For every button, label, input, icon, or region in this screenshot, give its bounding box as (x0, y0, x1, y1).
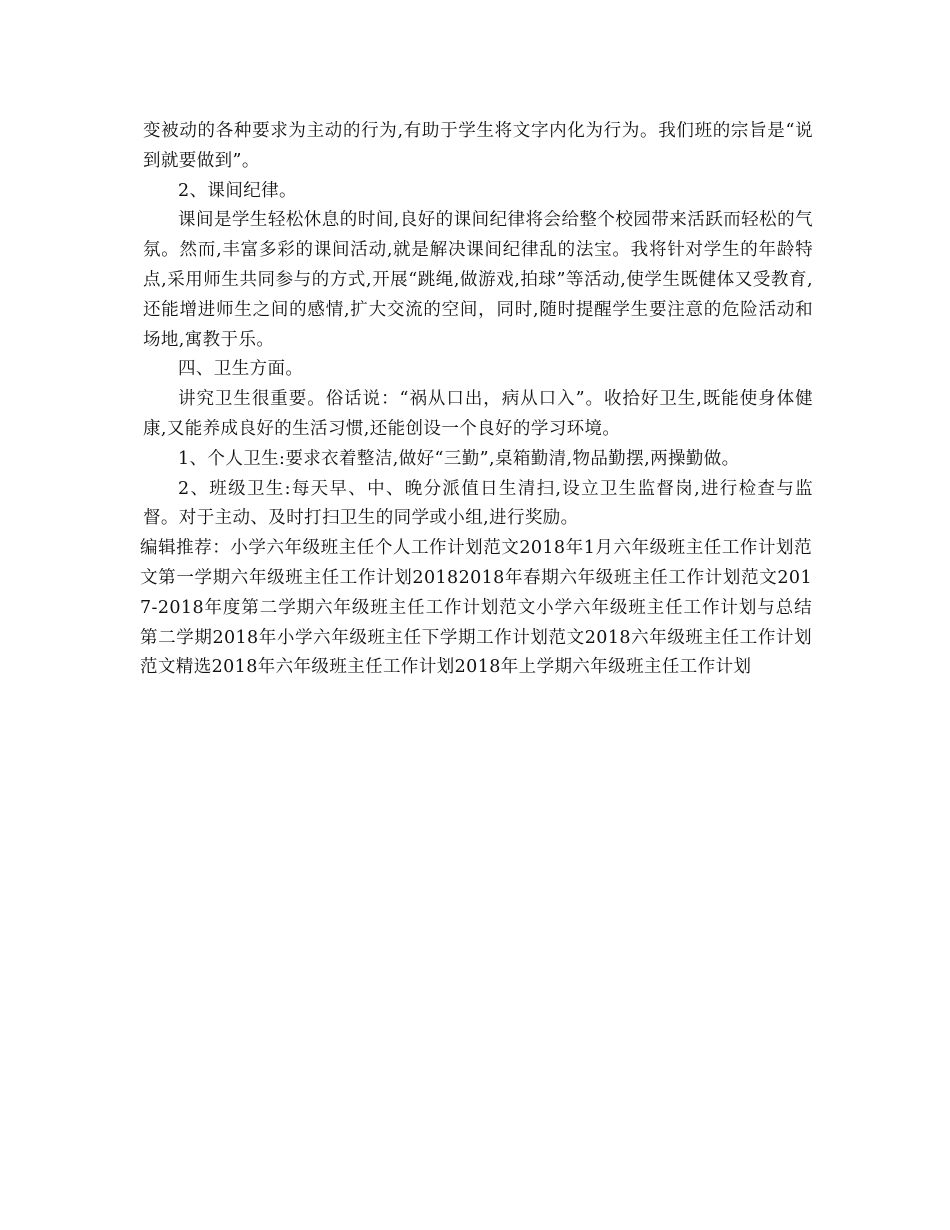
editor-recommendation: 编辑推荐：小学六年级班主任个人工作计划范文2018年1月六年级班主任工作计划范文第一学期六年级班主任工作计划20182018年春期六年级班主任工作计划范文2017-2018年度第二学期六年级班主任工作计划范文小学六年级班主任工作计划与总结第二学期2018年小学六年级班主任下学期工作计划范文2018六年级班主任工作计划范文精选2018年六年级班主任工作计划2018年上学期六年级班主任工作计划 (140, 538, 812, 678)
heading-hygiene: 四、卫生方面。 (178, 359, 304, 380)
paragraph-class-hygiene: 2、班级卫生:每天早、中、晚分派值日生清扫,设立卫生监督岗,进行检查与监督。对于主动、及时打扫卫生的同学或小组,进行奖励。 (143, 478, 813, 529)
paragraph-intro-continuation: 变被动的各种要求为主动的行为,有助于学生将文字内化为行为。我们班的宗旨是“说到就要做到”。 (143, 121, 813, 171)
paragraph-hygiene-intro: 讲究卫生很重要。俗话说：“祸从口出，病从口入”。收拾好卫生,既能使身体健康,又能养成良好的生活习惯,还能创设一个良好的学习环境。 (143, 389, 813, 439)
document-body (140, 117, 813, 683)
paragraph-personal-hygiene: 1、个人卫生:要求衣着整洁,做好“三勤”,桌箱勤清,物品勤摆,两操勤做。 (178, 448, 740, 469)
paragraph-recess-discipline: 课间是学生轻松休息的时间,良好的课间纪律将会给整个校园带来活跃而轻松的气氛。然而,丰富多彩的课间活动,就是解决课间纪律乱的法宝。我将针对学生的年龄特点,采用师生共同参与的方式,开展“跳绳,做游戏,拍球”等活动,使学生既健体又受教育,还能增进师生之间的感情,扩大交流的空间，同时,随时提醒学生要注意的危险活动和场地,寓教于乐。 (143, 210, 813, 350)
heading-recess-discipline: 2、课间纪律。 (178, 180, 297, 201)
